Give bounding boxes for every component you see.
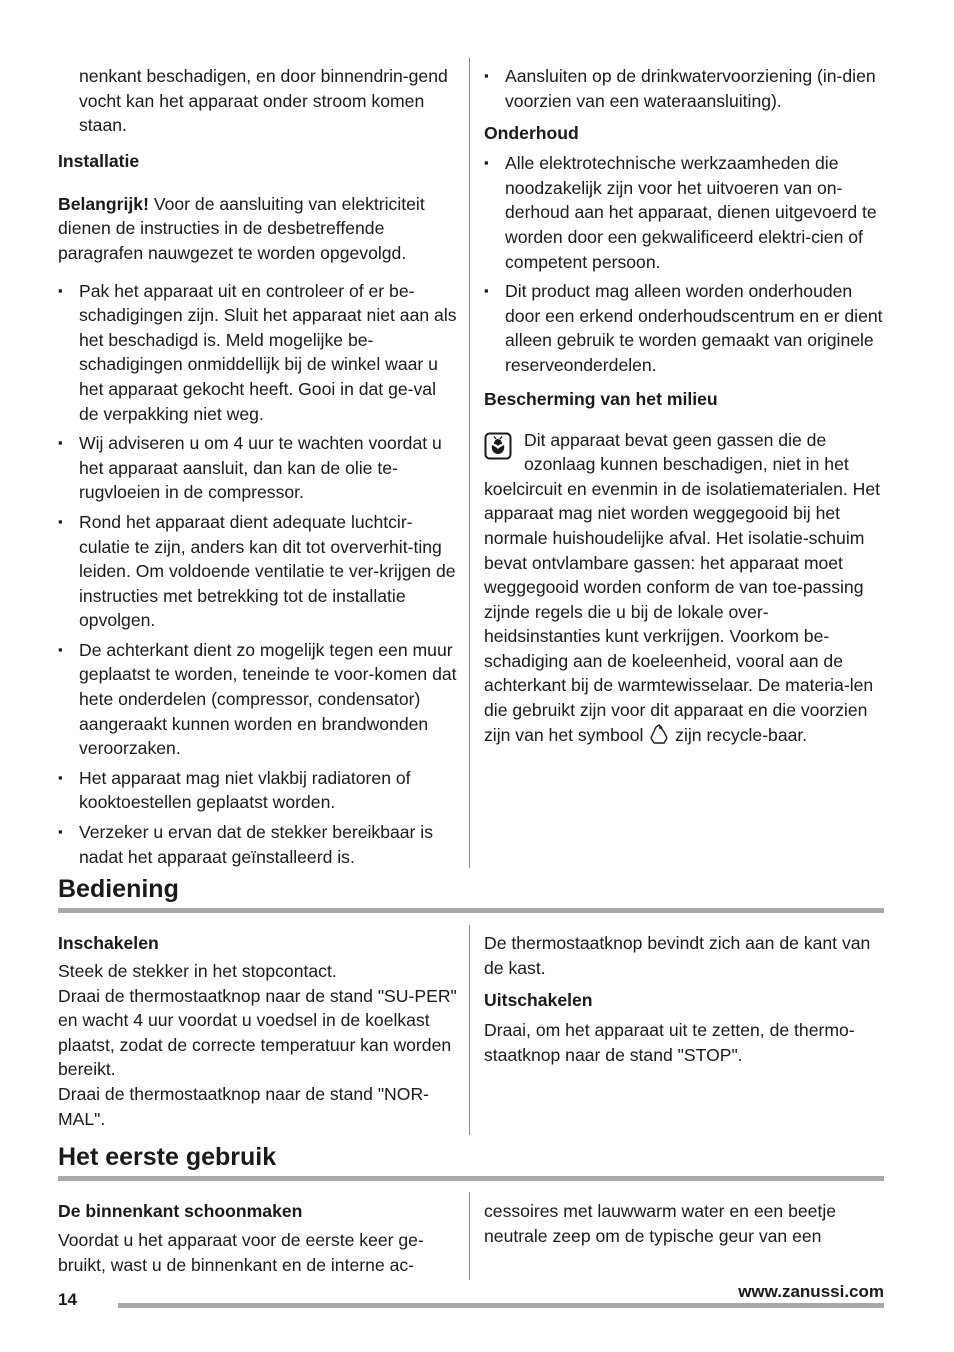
environment-text: Dit apparaat bevat geen gassen die de ozonlaag kunnen beschadigen, niet in het koelcircuit en evenmin in de isolatiematerialen. Het apparaat mag niet worden weggegooid bij het normale huishoudelijke afval. Het isolatie-schuim bevat ontvlambare gassen: het apparaat moet weggegooid worden conform de van toe-passing zijnde regels die u bij de lokale over-heidsinstanties kunt verkrijgen. Voorkom be-schadiging aan de koeleenheid, vooral aan de achterkant bij de warmtewisselaar. De materia-len die gebruikt zijn voor dit apparaat en die voorzien zijn van het symbool zijn recycle-baar.	[484, 429, 881, 745]
cleaning-text: Voordat u het apparaat voor de eerste keer ge-bruikt, wast u de binnenkant en de interne ac-	[58, 1230, 424, 1275]
list-item: ▪ Verzeker u ervan dat de stekker bereikbaar is nadat het apparaat geïnstalleerd is.	[58, 822, 434, 867]
switch-off-column	[484, 931, 884, 1067]
page-number: 14	[58, 1290, 77, 1309]
cleaning-heading: De binnenkant schoonmaken	[58, 1201, 303, 1221]
list-item: ▪ Dit product mag alleen worden onderhouden door een erkend onderhoudscentrum en er dient alleen gebruik te worden gemaakt van originele reserveonderdelen.	[484, 281, 883, 375]
important-label: Belangrijk!	[58, 193, 149, 214]
cleaning-column	[58, 1199, 458, 1277]
bullet-icon: ▪	[484, 283, 489, 299]
section-title-bediening: Bediening	[58, 875, 179, 903]
bullet-icon: ▪	[484, 155, 489, 171]
section-rule	[58, 908, 884, 913]
switch-on-line: Draai de thermostaatknop naar de stand "NOR-MAL".	[58, 1083, 430, 1129]
switch-on-line: Draai de thermostaatknop naar de stand "SU-PER" en wacht 4 uur voordat u voedsel in de koelkast plaatst, zodat de correcte temperatuur kan worden bereikt.	[58, 985, 457, 1080]
recycle-icon	[648, 723, 670, 745]
bullet-icon: ▪	[58, 282, 63, 298]
switch-on-line: Steek de stekker in het stopcontact.	[58, 961, 337, 981]
column-divider-top	[469, 58, 470, 868]
thermostat-location-text: De thermostaatknop bevindt zich aan de kant van de kast.	[484, 933, 871, 978]
important-note	[58, 192, 458, 266]
installation-column	[58, 64, 458, 869]
list-item: ▪ Wij adviseren u om 4 uur te wachten voordat u het apparaat aansluit, dan kan de olie te-rugvloeien in de compressor.	[58, 433, 442, 503]
switch-off-text: Draai, om het apparaat uit te zetten, de thermo-staatknop naar de stand "STOP".	[484, 1020, 855, 1065]
eco-bug-icon	[484, 432, 512, 460]
column-divider-middle	[469, 925, 470, 1135]
cleaning-column-continued	[484, 1199, 884, 1248]
maintenance-list	[484, 151, 884, 377]
footer-rule	[118, 1303, 884, 1308]
bullet-icon: ▪	[58, 824, 63, 840]
maintenance-heading: Onderhoud	[484, 123, 579, 144]
bullet-icon: ▪	[58, 435, 63, 451]
list-item: ▪ Rond het apparaat dient adequate luchtcir-culatie te zijn, anders kan dit tot oververhit-ting leiden. Om voldoende ventilatie te ver-krijgen de instructies met betrekking tot de installatie opvolgen.	[58, 511, 456, 631]
maintenance-column	[484, 64, 884, 747]
environment-heading: Bescherming van het milieu	[484, 388, 718, 409]
column-divider-bottom	[469, 1192, 470, 1280]
bullet-icon: ▪	[58, 769, 63, 785]
bullet-icon: ▪	[484, 68, 489, 83]
switch-on-column	[58, 931, 458, 1131]
section-title-first-use: Het eerste gebruik	[58, 1143, 277, 1171]
list-item: ▪ Pak het apparaat uit en controleer of er be-schadigingen zijn. Sluit het apparaat niet aan als het beschadigd is. Meld mogelijke be-schadigingen onmiddellijk bij de winkel waar u het apparaat gekocht heeft. Gooi in dat ge-val de verpakking niet weg.	[58, 280, 457, 424]
continued-text: nenkant beschadigen, en door binnendrin-gend vocht kan het apparaat onder stroom komen staan.	[79, 66, 448, 136]
list-item: ▪ Het apparaat mag niet vlakbij radiatoren of kooktoestellen geplaatst worden.	[58, 767, 411, 813]
list-item: ▪ Alle elektrotechnische werkzaamheden die noodzakelijk zijn voor het uitvoeren van on-derhoud aan het apparaat, dienen uitgevoerd te worden door een gekwalificeerd elektri-cien of competent persoon.	[484, 153, 877, 272]
important-text: Voor de aansluiting van elektriciteit dienen de instructies in de desbetreffende paragrafen nauwgezet te worden opgevolgd.	[58, 193, 425, 263]
website-url: www.zanussi.com	[738, 1282, 884, 1301]
bullet-icon: ▪	[58, 513, 63, 529]
list-item: ▪ De achterkant dient zo mogelijk tegen een muur geplaatst te worden, teneinde te voor-komen dat hete onderdelen (compressor, condensator) aangeraakt kunnen worden en brandwonden veroorzaken.	[58, 639, 457, 759]
switch-off-heading: Uitschakelen	[484, 990, 593, 1011]
section-rule	[58, 1176, 884, 1181]
water-list	[484, 64, 884, 113]
switch-on-heading: Inschakelen	[58, 933, 159, 953]
installation-list	[58, 279, 458, 870]
cleaning-text-continued: cessoires met lauwwarm water en een beetje neutrale zeep om de typische geur van een	[484, 1201, 837, 1246]
bullet-icon: ▪	[58, 641, 63, 657]
installation-heading: Installatie	[58, 150, 140, 171]
list-item: ▪ Aansluiten op de drinkwatervoorziening (in-dien voorzien van een wateraansluiting).	[484, 66, 876, 111]
